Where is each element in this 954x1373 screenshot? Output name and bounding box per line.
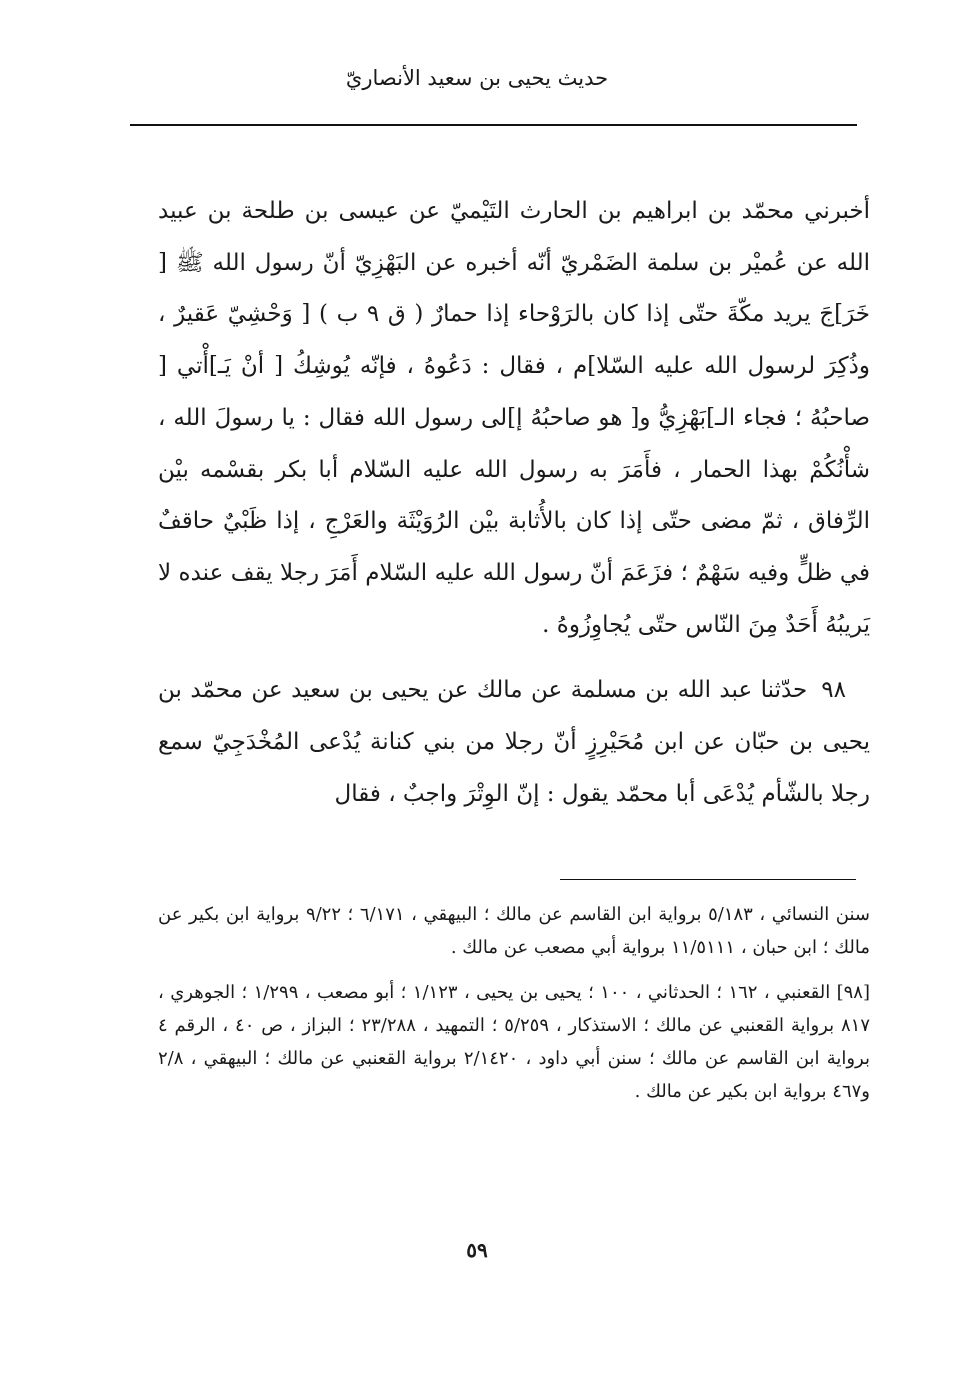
hadith-number: ٩٨: [821, 677, 846, 704]
header-rule: [130, 124, 857, 126]
page-number: ٥٩: [466, 1238, 488, 1262]
footnote-rule: [560, 879, 856, 880]
hadith-paragraph-97: أخبرني محمّد بن ابراهيم بن الحارث التَيْميّ عن عيسى بن طلحة بن عبيد الله عن عُميْر بن سلمة الضَمْريّ أنّه أخبره عن البَهْزِيّ أنّ رسول الله ﷺ [ خَرَ]جَ يريد مكّةَ حتّى إذا كان بالرَوْحاء إذا حمارٌ ( ق ٩ ب ) [ وَحْشِيّ عَقيرٌ ، وذُكِرَ لرسول الله عليه السّلا]م ، فقال : دَعُوهُ ، فإنّه يُوشِكُ [ أنْ يَـ]أْتي [ صاحبُهُ ؛ فجاء الـ]بَهْزِيُّ و[ هو صاحبُهُ إ]لى رسول الله فقال : يا رسولَ الله ، شأْنُكُمْ بهذا الحمار ، فأَمَرَ به رسول الله عليه السّلام أبا بكر بقسْمه بيْن الرِّفاق ، ثمّ مضى حتّى إذا كان بالأُثابة بيْن الرُوَيْثَة والعَرْجِ ، إذا ظَبْيٌ حاقفٌ في ظلٍّ وفيه سَهْمٌ ؛ فزَعَمَ أنّ رسول الله عليه السّلام أَمَرَ رجلا يقف عنده لا يَريبُهُ أَحَدٌ مِنَ النّاس حتّى يُجاوِزُوهُ .: [158, 198, 870, 638]
main-text: [158, 186, 870, 820]
hadith-paragraph-98: [158, 665, 870, 820]
footnote-2: [٩٨] القعنبي ، ١٦٢ ؛ الحدثاني ، ١٠٠ ؛ يحيى بن يحيى ، ١/١٢٣ ؛ أبو مصعب ، ١/٢٩٩ ؛ الجوهري ، ٨١٧ برواية القعنبي عن مالك ؛ الاستذكار ، ٥/٢٥٩ ؛ التمهيد ، ٢٣/٢٨٨ ؛ البزاز ، ص ٤٠ ، الرقم ٤ برواية ابن القاسم عن مالك ؛ سنن أبي داود ، ٢/١٤٢٠ برواية القعنبي عن مالك ؛ البيهقي ، ٢/٨ و٤٦٧ برواية ابن بكير عن مالك .: [158, 982, 871, 1102]
running-head: حديث يحيى بن سعيد الأنصاريّ: [345, 66, 609, 90]
hadith-text: حدّثنا عبد الله بن مسلمة عن مالك عن يحيى بن سعيد عن محمّد بن يحيى بن حبّان عن ابن مُحَيْرِزٍ أنّ رجلا من بني كنانة يُدْعى المُخْدَجِيّ سمع رجلا بالشّأم يُدْعَى أبا محمّد يقول : إنّ الوِتْرَ واجبٌ ، فقال: [158, 677, 870, 807]
footnote-1: سنن النسائي ، ٥/١٨٣ برواية ابن القاسم عن مالك ؛ البيهقي ، ٦/١٧١ ؛ ٩/٢٢ برواية ابن بكير عن مالك ؛ ابن حبان ، ١١/٥١١١ برواية أبي مصعب عن مالك .: [158, 904, 870, 958]
footnotes: [158, 898, 870, 1108]
